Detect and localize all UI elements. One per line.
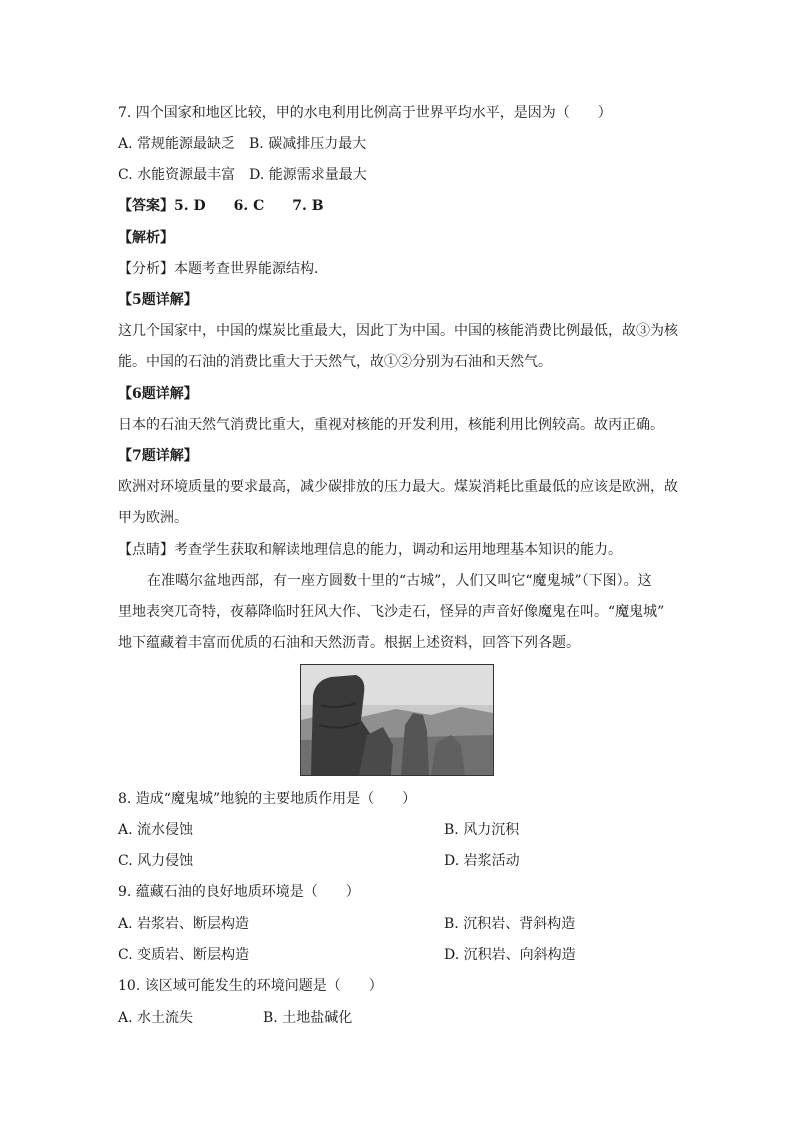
q5-explanation-line1: 这几个国家中，中国的煤炭比重最大，因此丁为中国。中国的核能消费比例最低，故③为核	[118, 323, 678, 339]
q7-explanation-heading: 【7题详解】	[118, 448, 198, 464]
q9-option-d: D. 沉积岩、向斜构造	[444, 947, 576, 963]
q7-explanation-line2: 甲为欧洲。	[118, 510, 188, 526]
passage-line2: 里地表突兀奇特，夜幕降临时狂风大作、飞沙走石，怪异的声音好像魔鬼在叫。“魔鬼城”	[118, 604, 665, 620]
q7-explanation-line1: 欧洲对环境质量的要求最高，减少碳排放的压力最大。煤炭消耗比重最低的应该是欧洲，故	[118, 479, 678, 495]
analysis-heading: 【解析】	[118, 230, 174, 246]
ghost-city-photo	[300, 664, 494, 776]
q10-stem: 10. 该区域可能发生的环境问题是（ ）	[118, 978, 383, 994]
q8-option-a: A. 流水侵蚀	[118, 822, 194, 838]
q5-explanation-heading: 【5题详解】	[118, 292, 198, 308]
passage-line3: 地下蕴藏着丰富而优质的石油和天然沥青。根据上述资料，回答下列各题。	[118, 635, 580, 651]
q9-stem: 9. 蕴藏石油的良好地质环境是（ ）	[118, 884, 360, 900]
q9-option-c: C. 变质岩、断层构造	[118, 947, 250, 963]
passage-line1: 在准噶尔盆地西部，有一座方圆数十里的“古城”，人们又叫它“魔鬼城”（下图）。这	[147, 573, 652, 589]
q6-explanation-heading: 【6题详解】	[118, 386, 198, 402]
q10-options-row1: A. 水土流失 B. 土地盐碱化	[118, 1010, 353, 1026]
q5-explanation-line2: 能。中国的石油的消费比重大于天然气，故①②分别为石油和天然气。	[118, 354, 552, 370]
q9-option-a: A. 岩浆岩、断层构造	[118, 916, 250, 932]
q8-stem: 8. 造成“魔鬼城”地貌的主要地质作用是（ ）	[118, 791, 417, 807]
q7-options-row2: C. 水能资源最丰富 D. 能源需求量最大	[118, 167, 367, 183]
q7-stem: 7. 四个国家和地区比较，甲的水电利用比例高于世界平均水平，是因为（ ）	[118, 105, 612, 121]
analysis-overview: 【分析】本题考查世界能源结构.	[118, 261, 319, 277]
q6-explanation-line1: 日本的石油天然气消费比重大，重视对核能的开发利用，核能利用比例较高。故丙正确。	[118, 417, 664, 433]
q8-option-d: D. 岩浆活动	[444, 853, 520, 869]
answer-line: 【答案】5. D 6. C 7. B	[118, 198, 324, 214]
rock-formation-image	[301, 665, 493, 775]
pointer-note: 【点睛】考查学生获取和解读地理信息的能力，调动和运用地理基本知识的能力。	[118, 542, 622, 558]
q8-option-b: B. 风力沉积	[444, 822, 520, 838]
q8-option-c: C. 风力侵蚀	[118, 853, 194, 869]
q9-option-b: B. 沉积岩、背斜构造	[444, 916, 576, 932]
q7-options-row1: A. 常规能源最缺乏 B. 碳减排压力最大	[118, 136, 367, 152]
